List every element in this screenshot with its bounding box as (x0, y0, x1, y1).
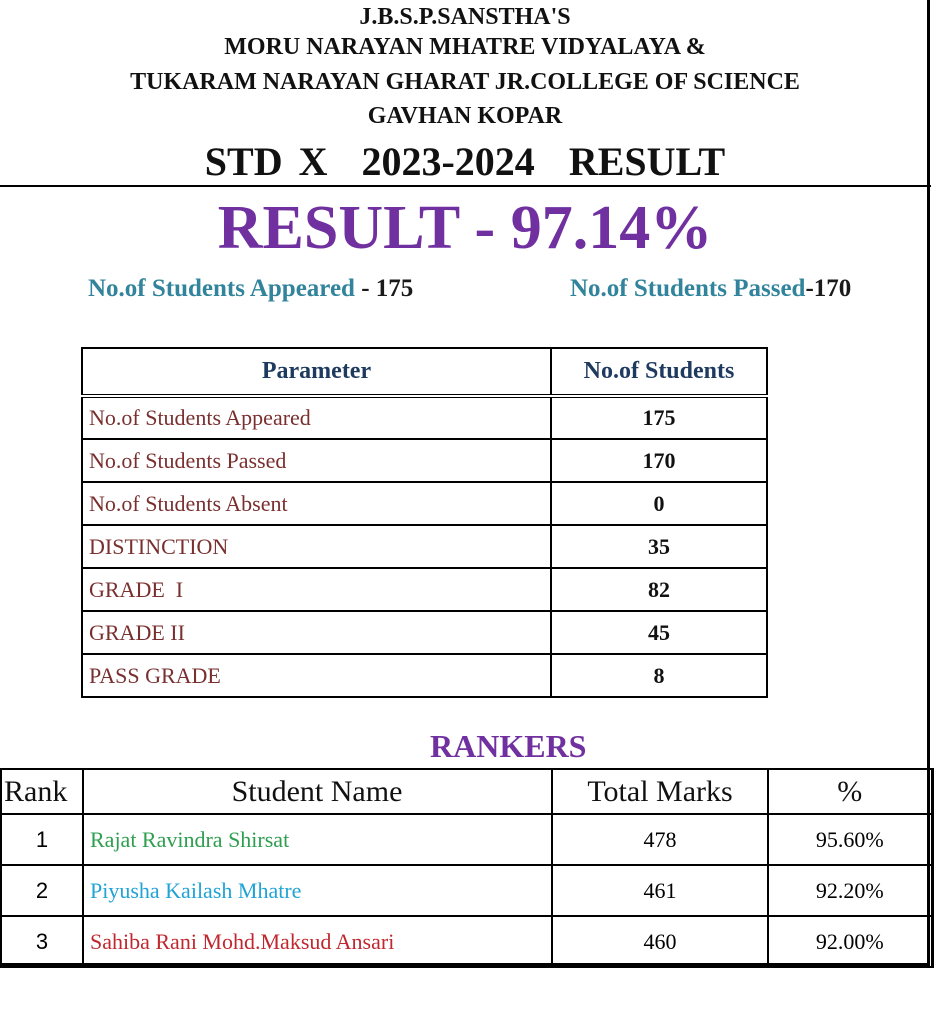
student-name-cell: Piyusha Kailash Mhatre (83, 865, 552, 916)
parameter-table (81, 347, 768, 698)
location-name: GAVHAN KOPAR (367, 103, 563, 129)
parameter-table-header (82, 348, 767, 396)
marks-cell: 461 (552, 865, 768, 916)
table-row (82, 439, 767, 482)
result-heading (0, 140, 930, 184)
percent-header: % (768, 769, 932, 814)
table-row (82, 396, 767, 439)
count-cell: 45 (551, 611, 767, 654)
result-word: RESULT (568, 139, 726, 184)
parameter-cell: No.of Students Passed (82, 439, 551, 482)
school-name: MORU NARAYAN MHATRE VIDYALAYA & (224, 34, 706, 60)
parameter-cell: GRADE II (82, 611, 551, 654)
count-cell: 175 (551, 396, 767, 439)
table-row (82, 525, 767, 568)
trust-name: J.B.S.P.SANSTHA'S (359, 4, 571, 30)
count-header: No.of Students (551, 348, 767, 396)
appeared-stat (88, 272, 413, 306)
parameter-cell: No.of Students Appeared (82, 396, 551, 439)
header-divider (0, 185, 931, 187)
count-cell: 170 (551, 439, 767, 482)
marks-header: Total Marks (552, 769, 768, 814)
count-cell: 0 (551, 482, 767, 525)
table-row (82, 568, 767, 611)
rank-header: Rank (1, 769, 83, 814)
table-row (82, 654, 767, 697)
count-cell: 35 (551, 525, 767, 568)
marks-cell: 478 (552, 814, 768, 865)
parameter-cell: DISTINCTION (82, 525, 551, 568)
parameter-cell: No.of Students Absent (82, 482, 551, 525)
marks-cell: 460 (552, 916, 768, 967)
count-cell: 82 (551, 568, 767, 611)
passed-label: No.of Students Passed (570, 275, 806, 302)
overall-result: RESULT - 97.14% (217, 194, 713, 262)
std-label: STD X (204, 139, 328, 184)
name-header: Student Name (83, 769, 552, 814)
rankers-title: RANKERS (430, 728, 587, 764)
rankers-table (0, 768, 934, 968)
table-row (82, 482, 767, 525)
rank-cell: 2 (1, 865, 83, 916)
rankers-table-header (1, 769, 932, 814)
count-cell: 8 (551, 654, 767, 697)
college-name: TUKARAM NARAYAN GHARAT JR.COLLEGE OF SCIENCE (130, 69, 800, 95)
percent-cell: 92.00% (768, 916, 932, 967)
student-name-cell: Sahiba Rani Mohd.Maksud Ansari (83, 916, 552, 967)
parameter-cell: GRADE I (82, 568, 551, 611)
appeared-label: No.of Students Appeared (88, 275, 355, 302)
table-row (82, 611, 767, 654)
student-name-cell: Rajat Ravindra Shirsat (83, 814, 552, 865)
academic-year: 2023-2024 (361, 139, 535, 184)
passed-value: -170 (805, 275, 852, 302)
parameter-header: Parameter (82, 348, 551, 396)
table-row (1, 814, 932, 865)
rank-cell: 3 (1, 916, 83, 967)
percent-cell: 92.20% (768, 865, 932, 916)
passed-stat (570, 272, 851, 306)
percent-cell: 95.60% (768, 814, 932, 865)
table-row (1, 865, 932, 916)
rank-cell: 1 (1, 814, 83, 865)
appeared-value: - 175 (354, 275, 414, 302)
table-row (1, 916, 932, 967)
parameter-cell: PASS GRADE (82, 654, 551, 697)
